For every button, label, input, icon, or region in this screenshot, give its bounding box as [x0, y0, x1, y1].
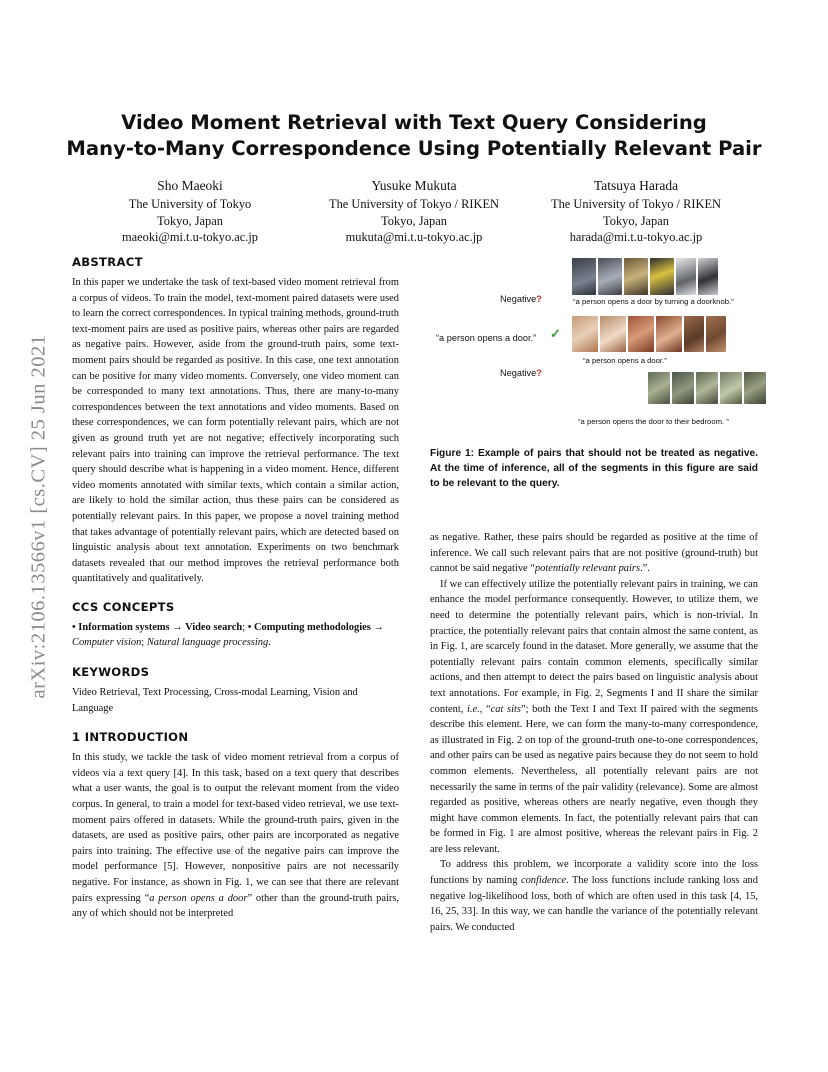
- check-icon: ✓: [550, 326, 561, 341]
- video-frame: [572, 316, 598, 352]
- ccs-arrow: →: [370, 621, 384, 633]
- text-run: In this study, we tackle the task of video moment retrieval from a corpus of videos via a text query [4]. In this task, based on a text query that describes what a user wants, the goal is to output the relevant moment from the video corpus. In general, to train a model for text-based video retrieval, we use text-moment pairs offered in datasets. While the ground-truth pairs, given in the datasets, are used as positive pairs, other pairs are incorporated as negative pairs into training. The effective use of the negative pairs can improve the model performance [5]. However, nonpositive pairs are not necessarily negative. For instance, as shown in Fig. 1, we can see that there are relevant pairs expressing “: [72, 752, 399, 904]
- video-frame: [600, 316, 626, 352]
- author-2: [304, 177, 524, 246]
- caption-bottom-text: “a person opens the door to their bedroom. ”: [578, 417, 729, 426]
- author-affiliation: The University of Tokyo / RIKEN: [551, 197, 721, 211]
- author-affiliation: The University of Tokyo / RIKEN: [329, 197, 499, 211]
- intro-heading: 1 INTRODUCTION: [72, 730, 189, 745]
- intro-paragraph-1-continued: [430, 530, 758, 577]
- ccs-end: .: [268, 637, 271, 649]
- intro-paragraph-1: [72, 750, 399, 922]
- video-strip-middle: [572, 316, 726, 352]
- video-frame: [698, 258, 718, 295]
- video-frame: [628, 316, 654, 352]
- video-frame: [720, 372, 742, 404]
- negative-label-top: [500, 294, 542, 304]
- author-location: Tokyo, Japan: [603, 213, 669, 228]
- arxiv-stamp: [22, 275, 56, 757]
- video-strip-top: [572, 258, 718, 295]
- text-run: . The loss functions include ranking loss and negative log-likelihood loss, both of which are often used in this task [4, 15, 16, 25, 33]. In this way, we can handle the variance of the potentially relevant pairs. We conducted: [430, 875, 758, 933]
- video-frame: [572, 258, 596, 295]
- author-3: [526, 177, 746, 246]
- negative-text: Negative: [500, 294, 537, 304]
- ccs-arrow: →: [169, 621, 186, 633]
- text-run: .”.: [640, 563, 650, 575]
- negative-label-bottom: [500, 368, 542, 378]
- text-run: If we can effectively utilize the potentially relevant pairs in training, we can enhance the model performance consequently. However, to utilize them, we need to determine the potentially relevant pairs, which is non-trivial. In practice, the potentially relevant pairs that contain almost the same content, as in Fig. 1, are scarcely found in the dataset. More generally, we assume that the potentially relevant pairs contain common elements, specifically similar actions, and then attempt to detect the pairs based on linguistic analysis about text annotations. For example, in Fig. 2, Segments I and II share the similar content,: [430, 578, 758, 715]
- italic-quote: cat sits: [490, 703, 521, 715]
- ccs-term-2: Computer vision: [72, 637, 142, 649]
- ccs-text: [72, 620, 399, 651]
- video-frame: [672, 372, 694, 404]
- text-run: as negative. Rather, these pairs should be regarded as positive at the time of inference. We call such relevant pairs that are not positive (ground-truth) but cannot be said negative “: [430, 532, 758, 575]
- keywords-text: Video Retrieval, Text Processing, Cross-modal Learning, Vision and Language: [72, 687, 358, 714]
- ccs-heading: CCS CONCEPTS: [72, 599, 175, 614]
- ccs-separator: ;: [242, 621, 248, 633]
- question-mark: ?: [536, 368, 542, 378]
- intro-paragraph-2: [430, 577, 758, 858]
- author-1: [80, 177, 300, 246]
- text-run: ”; both the Text I and Text II paired with the segments describe this element. Here, we can form the many-to-many correspondence, as illustrated in Fig. 2 on top of the ground-truth one-to-one correspondences, and other pairs can be used as negative pairs because they do not seem to hold common elements. Nevertheless, all potentially relevant pairs are not necessarily the same in terms of the pair validity (relevance). Some are almost regarded as positive, whereas others are nearly negative, even though they might have common elements. In fact, the potentially relevant pairs that can be formed in Fig. 1 are almost positive, whereas the relevant pairs in Fig. 2 are less relevant.: [430, 703, 758, 855]
- author-email[interactable]: harada@mi.t.u-tokyo.ac.jp: [569, 230, 703, 245]
- intro-paragraph-3: [430, 857, 758, 935]
- video-strip-bottom: [648, 372, 766, 404]
- ccs-bullet-2: • Computing methodologies: [247, 621, 371, 633]
- author-email[interactable]: maeoki@mi.t.u-tokyo.ac.jp: [122, 230, 258, 245]
- ccs-term-1: Video search: [185, 621, 243, 633]
- video-frame: [684, 316, 704, 352]
- author-email[interactable]: mukuta@mi.t.u-tokyo.ac.jp: [345, 230, 483, 245]
- video-frame: [648, 372, 670, 404]
- keywords-heading: KEYWORDS: [72, 665, 150, 680]
- italic-quote: a person opens a door: [149, 892, 248, 904]
- italic-ie: i.e.: [466, 703, 480, 715]
- caption-middle-text: “a person opens a door.”: [583, 356, 667, 365]
- right-column: [430, 530, 758, 935]
- author-affiliation: The University of Tokyo: [128, 197, 252, 211]
- text-run: , “: [479, 703, 491, 715]
- question-mark: ?: [536, 294, 542, 304]
- video-frame: [656, 316, 682, 352]
- abstract-text: In this paper we undertake the task of text-based video moment retrieval from a corpus of videos. To train the model, text-moment paired datasets were used to learn the correct correspondences. In typical training methods, ground-truth text-moment pairs are used as positive pairs, whereas other pairs are regarded as negative pairs. However, aside from the ground-truth pairs, some text-moment pairs should be regarded as positive. In this case, one text annotation can be positive for many video moments. Conversely, one video moment can be corresponded to many text annotations. Thus, there are many-to-many correspondences between the text annotations and video moments. Based on these correspondences, we can form potentially relevant pairs, which are not given as ground truth yet are not negative; effectively incorporating such relevant pairs into training can improve the retrieval performance. The text query should describe what is happening in a video moment. Hence, different video moments annotated with similar texts, which contain a similar action, are likely to hold the similar action, thus these pairs can be considered as potentially relevant pairs. In this paper, we propose a novel training method that takes advantage of potentially relevant pairs, which are detected based on linguistic analysis about text annotation. Experiments on two benchmark datasets revealed that our method improves the retrieval performance both quantitatively and qualitatively.: [72, 277, 399, 585]
- title-line-1: Video Moment Retrieval with Text Query Considering: [121, 111, 707, 134]
- video-frame: [696, 372, 718, 404]
- video-frame: [650, 258, 674, 295]
- author-name: Tatsuya Harada: [593, 178, 679, 193]
- author-name: Yusuke Mukuta: [371, 178, 457, 193]
- video-frame: [624, 258, 648, 295]
- query-text: “a person opens a door.”: [436, 333, 537, 343]
- video-frame: [706, 316, 726, 352]
- title-line-2: Many-to-Many Correspondence Using Potentially Relevant Pair: [66, 137, 762, 160]
- paper-title: [60, 110, 768, 162]
- video-frame: [744, 372, 766, 404]
- caption-top-text: “a person opens a door by turning a doorknob.”: [573, 297, 734, 306]
- video-frame: [598, 258, 622, 295]
- ccs-term-3: Natural language processing: [146, 637, 269, 649]
- author-name: Sho Maeoki: [157, 178, 223, 193]
- italic-term: potentially relevant pairs: [534, 563, 641, 575]
- ccs-bullet-1: • Information systems: [72, 621, 170, 633]
- italic-term: confidence: [520, 875, 567, 887]
- video-frame: [676, 258, 696, 295]
- left-column: [72, 255, 399, 922]
- figure-1-caption: Figure 1: Example of pairs that should not be treated as negative. At the time of inference, all of the segments in this figure are said to be relevant to the query.: [430, 448, 758, 490]
- abstract-heading: ABSTRACT: [72, 255, 143, 269]
- author-location: Tokyo, Japan: [381, 213, 447, 228]
- text-run: To address this problem, we incorporate a validity score into the loss functions by naming: [430, 859, 758, 887]
- arxiv-id: arXiv:2106.13566v1 [cs.CV] 25 Jun 2021: [27, 333, 50, 699]
- negative-text: Negative: [500, 368, 537, 378]
- text-run: ” other than the ground-truth pairs, any of which should not be interpreted: [72, 892, 400, 920]
- figure-1: [430, 250, 760, 430]
- author-location: Tokyo, Japan: [157, 213, 223, 228]
- ccs-separator: ;: [141, 637, 147, 649]
